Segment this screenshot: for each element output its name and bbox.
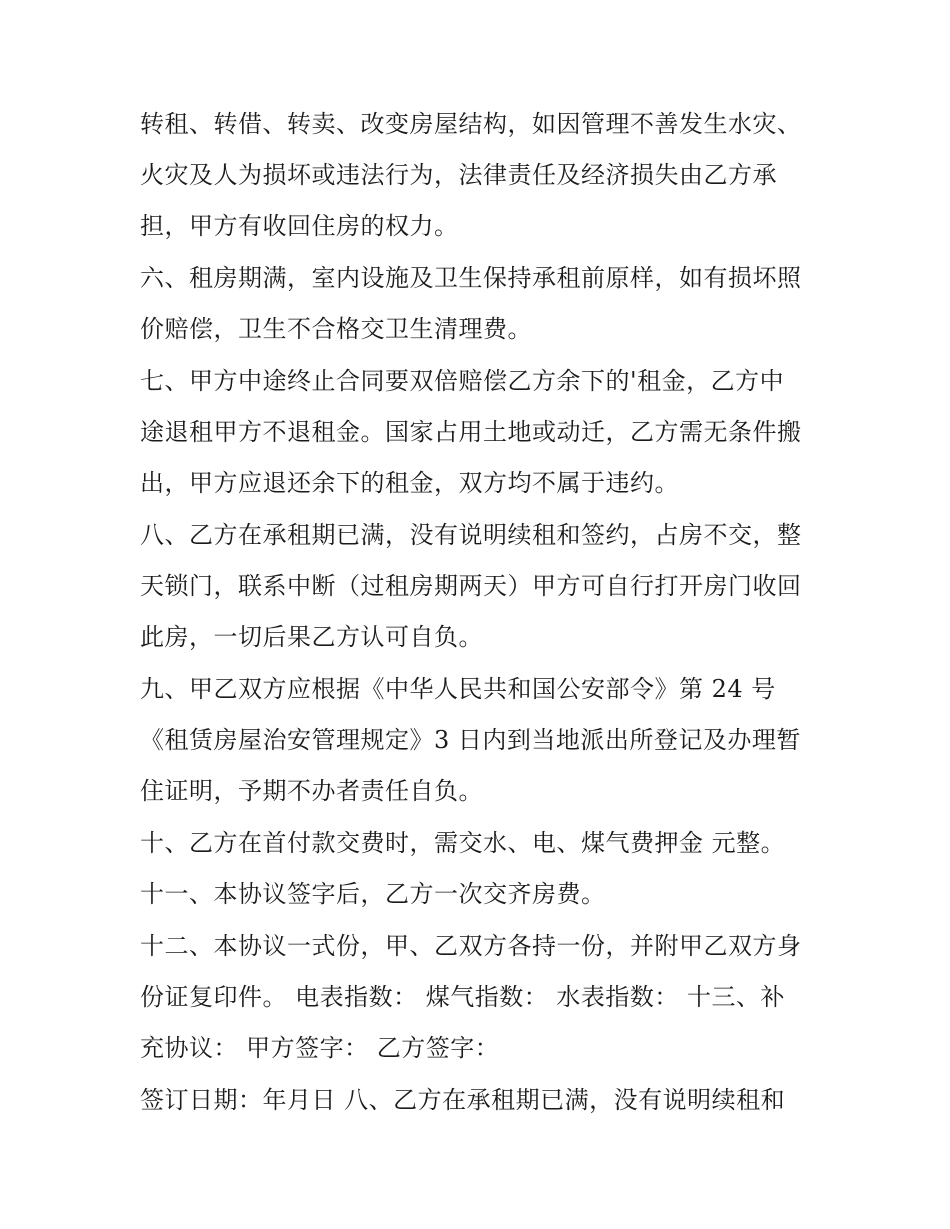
text-line: 十一、本协议签字后，乙方一次交齐房费。 (140, 880, 606, 908)
text-line: 九、甲乙双方应根据《中华人民共和国公安部令》第 24 号 (140, 675, 776, 703)
text-line: 价赔偿，卫生不合格交卫生清理费。 (140, 315, 532, 343)
text-line: 十、乙方在首付款交费时，需交水、电、煤气费押金 元整。 (140, 829, 786, 857)
text-line: 充协议： 甲方签字： 乙方签字： (140, 1034, 500, 1062)
text-line: 《租赁房屋治安管理规定》3 日内到当地派出所登记及办理暂 (140, 726, 801, 754)
text-line: 担，甲方有收回住房的权力。 (140, 212, 459, 240)
text-line: 住证明，予期不办者责任自负。 (140, 777, 483, 805)
text-line: 途退租甲方不退租金。国家占用土地或动迁，乙方需无条件搬 (140, 418, 802, 446)
text-line: 签订日期：年月日 八、乙方在承租期已满，没有说明续租和 (140, 1086, 786, 1114)
text-line: 此房，一切后果乙方认可自负。 (140, 623, 483, 651)
text-line: 八、乙方在承租期已满，没有说明续租和签约，占房不交，整 (140, 521, 802, 549)
text-line: 十二、本协议一式份，甲、乙双方各持一份，并附甲乙双方身 (140, 932, 802, 960)
text-line: 转租、转借、转卖、改变房屋结构，如因管理不善发生水灾、 (140, 110, 802, 138)
text-line: 出，甲方应退还余下的租金，双方均不属于违约。 (140, 469, 679, 497)
text-line: 六、租房期满，室内设施及卫生保持承租前原样，如有损坏照 (140, 264, 802, 292)
text-line: 天锁门，联系中断（过租房期两天）甲方可自行打开房门收回 (140, 572, 802, 600)
text-line: 份证复印件。 电表指数： 煤气指数： 水表指数： 十三、补 (140, 983, 786, 1011)
text-line: 火灾及人为损坏或违法行为，法律责任及经济损失由乙方承 (140, 161, 777, 189)
text-line: 七、甲方中途终止合同要双倍赔偿乙方余下的'租金，乙方中 (140, 367, 785, 395)
